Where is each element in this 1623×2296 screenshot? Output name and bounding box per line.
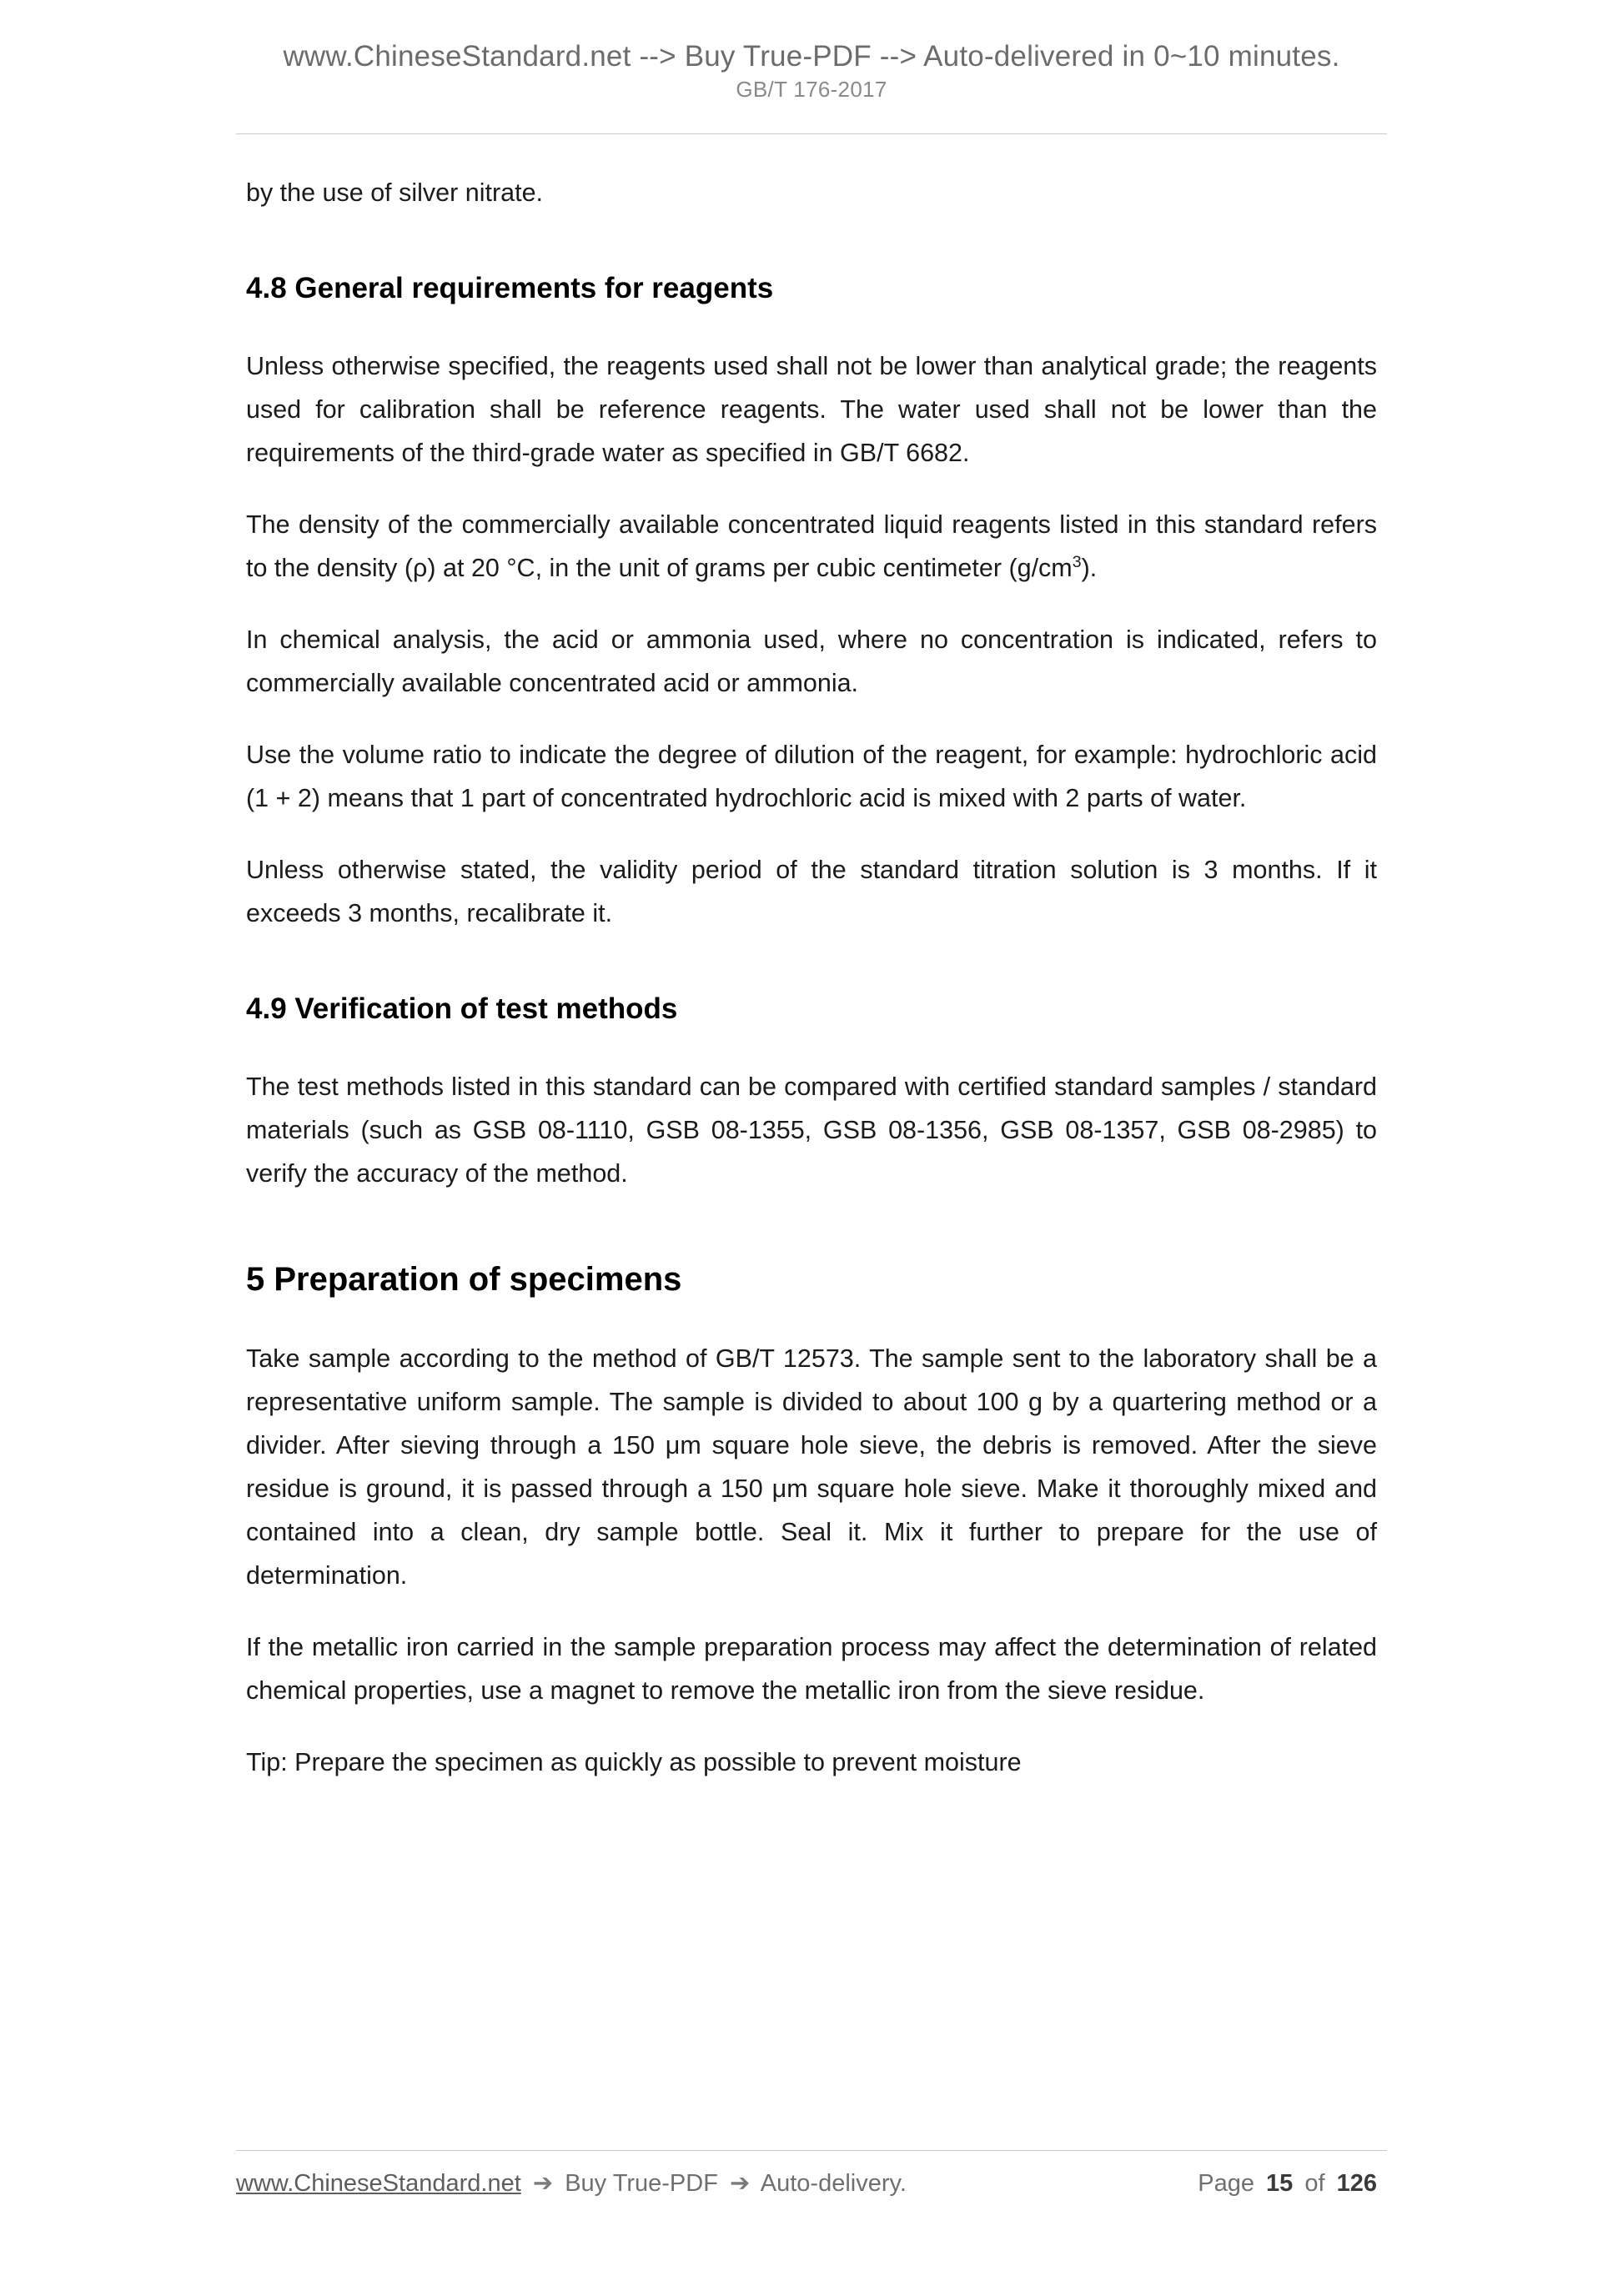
arrow-right-icon-2: ➔ bbox=[729, 2170, 751, 2197]
heading-4-9: 4.9 Verification of test methods bbox=[246, 992, 678, 1025]
paragraph-4-8-2-after: ). bbox=[1081, 554, 1098, 582]
footer-promo bbox=[236, 2168, 1198, 2198]
paragraph-4-8-5: Unless otherwise stated, the validity period of the standard titration solution is 3 months. If it exceeds 3 months, recalibrate it. bbox=[246, 856, 1377, 927]
heading-4-8: 4.8 General requirements for reagents bbox=[246, 272, 774, 304]
paragraph-5-3: Tip: Prepare the specimen as quickly as possible to prevent moisture bbox=[246, 1748, 1022, 1776]
lead-paragraph: by the use of silver nitrate. bbox=[246, 178, 544, 207]
paragraph-5-2: If the metallic iron carried in the sample preparation process may affect the determination of related chemical properties, use a magnet to remove the metallic iron from the sieve residue. bbox=[246, 1633, 1377, 1705]
footer-site-link[interactable]: www.ChineseStandard.net bbox=[236, 2170, 521, 2197]
paragraph-4-8-1: Unless otherwise specified, the reagents used shall not be lower than analytical grade; the reagents used for calibration shall be reference reagents. The water used shall not be lower than the requirements of the third-grade water as specified in GB/T 6682. bbox=[246, 352, 1377, 467]
page-header bbox=[0, 40, 1623, 103]
document-body bbox=[246, 171, 1377, 1812]
heading-5: 5 Preparation of specimens bbox=[246, 1261, 682, 1298]
page-indicator bbox=[1198, 2170, 1387, 2198]
paragraph-5-1: Take sample according to the method of GB/T 12573. The sample sent to the laboratory shall be a representative uniform sample. The sample is divided to about 100 g by a quartering method or a divider. After sieving through a 150 μm square hole sieve, the debris is removed. After the sieve residue is ground, it is passed through a 150 μm square hole sieve. Make it thoroughly mixed and contained into a clean, dry sample bottle. Seal it. Mix it further to prepare for the use of determination. bbox=[246, 1344, 1377, 1590]
total-pages: 126 bbox=[1336, 2170, 1377, 2197]
arrow-right-icon: ➔ bbox=[532, 2170, 554, 2197]
paragraph-4-8-2-before: The density of the commercially available concentrated liquid reagents listed in this standard refers to the density (ρ) at 20 °C, in the unit of grams per cubic centimeter (g/cm bbox=[246, 510, 1377, 582]
paragraph-4-8-2 bbox=[246, 503, 1377, 590]
footer-buy-label: Buy True-PDF bbox=[565, 2170, 718, 2197]
paragraph-4-8-3: In chemical analysis, the acid or ammonia used, where no concentration is indicated, refers to commercially available concentrated acid or ammonia. bbox=[246, 625, 1377, 697]
page-footer bbox=[236, 2168, 1387, 2198]
header-divider bbox=[236, 133, 1387, 134]
paragraph-4-8-4: Use the volume ratio to indicate the degree of dilution of the reagent, for example: hydrochloric acid (1 + 2) means that 1 part of concentrated hydrochloric acid is mixed with 2 parts of water. bbox=[246, 741, 1377, 812]
of-label: of bbox=[1304, 2170, 1325, 2197]
paragraph-4-9-1: The test methods listed in this standard can be compared with certified standard samples / standard materials (such as GSB 08-1110, GSB 08-1355, GSB 08-1356, GSB 08-1357, GSB 08-2985) to verify the accuracy of the method. bbox=[246, 1073, 1377, 1188]
header-promo-text: www.ChineseStandard.net --> Buy True-PDF --> Auto-delivered in 0~10 minutes. bbox=[283, 40, 1340, 73]
page-label: Page bbox=[1198, 2170, 1254, 2197]
footer-delivery-label: Auto-delivery. bbox=[760, 2170, 907, 2197]
page-number: 15 bbox=[1266, 2170, 1294, 2197]
header-standard-code: GB/T 176-2017 bbox=[736, 77, 887, 102]
superscript-three: 3 bbox=[1072, 552, 1082, 571]
footer-divider bbox=[236, 2150, 1387, 2151]
